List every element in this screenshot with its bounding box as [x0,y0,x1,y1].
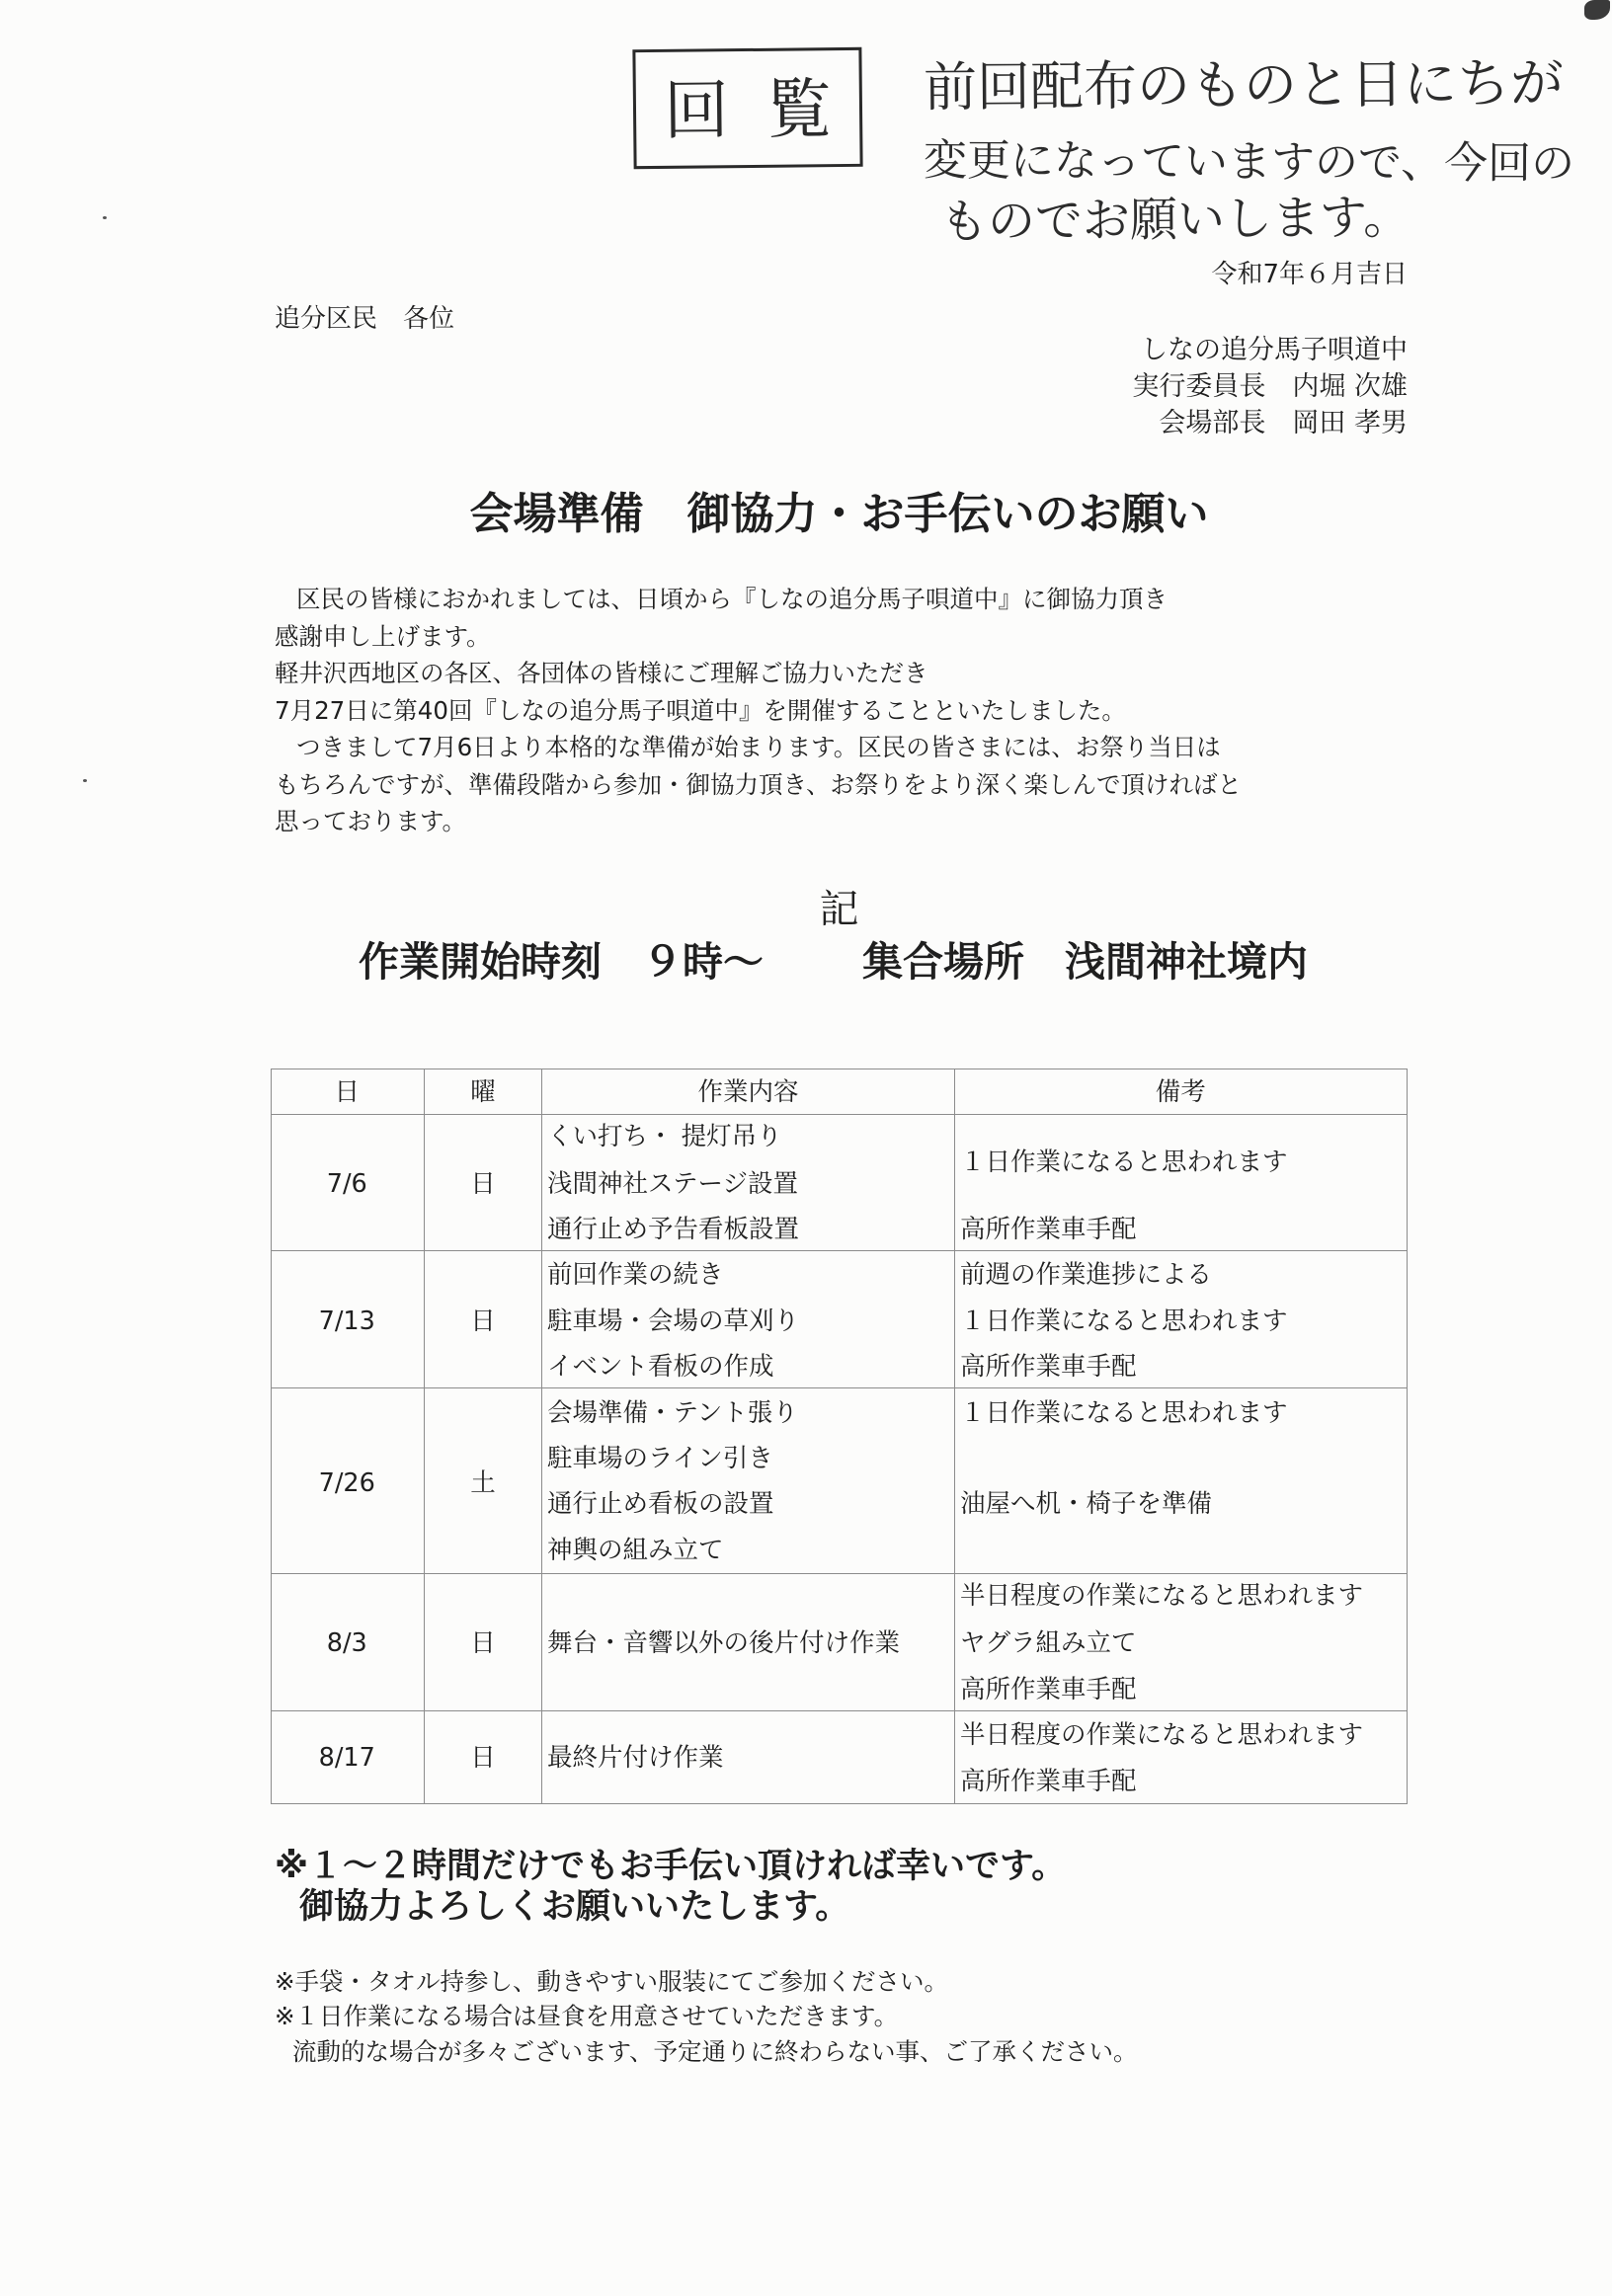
header-notes: 備考 [1155,1077,1206,1107]
meeting-place: 集合場所 浅間神社境内 [862,938,1308,986]
header-date: 日 [334,1077,360,1107]
header-day: 曜 [470,1077,496,1107]
note-line: 半日程度の作業になると思われます [960,1720,1364,1750]
tasks-cell [542,1114,955,1251]
header-cell [955,1069,1408,1115]
day-cell [425,1711,542,1804]
body-line: もちろんですが、準備段階から参加・御協力頂き、お祭りをより深く楽しんで頂ければと [275,769,1243,799]
footnote: ※手袋・タオル持参し、動きやすい服装にてご参加ください。 [275,1967,949,1996]
ki-heading: 記 [819,887,859,932]
note-line: 高所作業車手配 [960,1675,1137,1704]
notes-cell [955,1388,1408,1574]
body-line: 7月27日に第40回『しなの追分馬子唄道中』を開催することといたしました。 [275,695,1126,725]
task-line: イベント看板の作成 [547,1352,774,1382]
notes-cell [955,1574,1408,1711]
note-line: 油屋へ机・椅子を準備 [960,1489,1213,1519]
sender-chair: 実行委員長 内堀 次雄 [1132,371,1408,402]
handwritten-line: 前回配布のものと日にちが [923,51,1565,119]
task-line: 通行止め予告看板設置 [547,1215,800,1244]
table-row [272,1711,1409,1804]
task-line: 舞台・音響以外の後片付け作業 [547,1628,901,1658]
schedule-date: 7/13 [318,1306,375,1336]
scan-speck [103,216,107,219]
table-row [272,1251,1409,1388]
header-tasks: 作業内容 [697,1077,799,1107]
body-line: 思っております。 [275,807,467,835]
task-line: 会場準備・テント張り [547,1398,798,1428]
task-line: 神輿の組み立て [547,1536,724,1565]
stamp-char: 回 [663,72,730,149]
task-line: 通行止め看板の設置 [547,1489,774,1519]
schedule-table [271,1069,1408,1803]
schedule-day: 日 [470,1306,496,1336]
table-row [272,1574,1409,1711]
schedule-day: 日 [470,1743,496,1773]
header-cell [271,1069,426,1115]
date-cell [271,1114,426,1251]
task-line: 駐車場のライン引き [547,1444,773,1473]
schedule-date: 7/6 [326,1169,367,1199]
tasks-cell [542,1388,955,1574]
day-cell [425,1388,542,1574]
date-cell [271,1388,426,1574]
body-line: 軽井沢西地区の各区、各団体の皆様にご理解ご協力いただき [275,659,928,687]
header-cell [425,1069,542,1115]
schedule-day: 日 [470,1169,496,1199]
task-line: 浅間神社ステージ設置 [547,1169,798,1199]
schedule-day: 日 [470,1628,496,1658]
task-line: 駐車場・会場の草刈り [547,1306,800,1336]
notes-cell [955,1711,1408,1804]
page-title: 会場準備 御協力・お手伝いのお願い [469,489,1209,539]
addressee: 追分区民 各位 [275,304,455,334]
document-date: 令和7年６月吉日 [1211,260,1408,289]
footnote: 流動的な場合が多々ございます、予定通りに終わらない事、ご了承ください。 [292,2037,1138,2066]
body-line: つきまして7月6日より本格的な準備が始まります。区民の皆さまには、お祭り当日は [296,733,1221,761]
date-cell [271,1574,426,1711]
header-cell [542,1069,955,1115]
day-cell [425,1114,542,1251]
sender-venue-head: 会場部長 岡田 孝男 [1159,408,1408,438]
tasks-cell [542,1711,955,1804]
task-line: 最終片付け作業 [547,1743,724,1773]
task-line: 前回作業の続き [547,1260,724,1290]
body-line: 感謝申し上げます。 [275,621,491,651]
note-line: 半日程度の作業になると思われます [960,1581,1364,1611]
tasks-cell [542,1251,955,1388]
task-line: くい打ち・ 提灯吊り [547,1122,782,1151]
notes-cell [955,1251,1408,1388]
footnote: ※１日作業になる場合は昼食を用意させていただきます。 [275,2002,899,2030]
date-cell [271,1251,426,1388]
day-cell [425,1574,542,1711]
scan-speck [83,779,87,782]
schedule-date: 7/26 [318,1468,375,1498]
note-line: 高所作業車手配 [960,1215,1137,1244]
note-line: １日作業になると思われます [960,1398,1288,1428]
body-line: 区民の皆様におかれましては、日頃から『しなの追分馬子唄道中』に御協力頂き [296,585,1168,613]
table-header-row [272,1069,1409,1115]
notes-cell [955,1114,1408,1251]
table-row [272,1388,1409,1574]
closing-request: ※１～２時間だけでもお手伝い頂ければ幸いです。 [275,1847,1067,1886]
note-line: 前週の作業進捗による [960,1260,1213,1290]
scan-mark [1584,0,1610,20]
date-cell [271,1711,426,1804]
note-line: 高所作業車手配 [960,1352,1137,1382]
note-line: 高所作業車手配 [960,1767,1137,1796]
table-row [272,1114,1409,1251]
handwritten-line: ものでお願いします。 [939,190,1411,250]
circulation-stamp [632,47,862,169]
schedule-date: 8/3 [326,1628,367,1658]
closing-thanks: 御協力よろしくお願いいたします。 [299,1887,850,1927]
sender-organization: しなの追分馬子唄道中 [1141,335,1408,365]
note-line: ヤグラ組み立て [960,1628,1137,1658]
note-line: １日作業になると思われます [960,1148,1288,1177]
stamp-char: 覧 [766,71,833,148]
body-paragraph [275,581,1242,840]
handwritten-line: 変更になっていますので、今回の [923,135,1575,190]
start-time: 作業開始時刻 ９時～ [359,938,764,986]
note-line: １日作業になると思われます [960,1306,1288,1336]
tasks-cell [542,1574,955,1711]
day-cell [425,1251,542,1388]
schedule-day: 土 [470,1468,496,1498]
schedule-date: 8/17 [318,1743,375,1773]
